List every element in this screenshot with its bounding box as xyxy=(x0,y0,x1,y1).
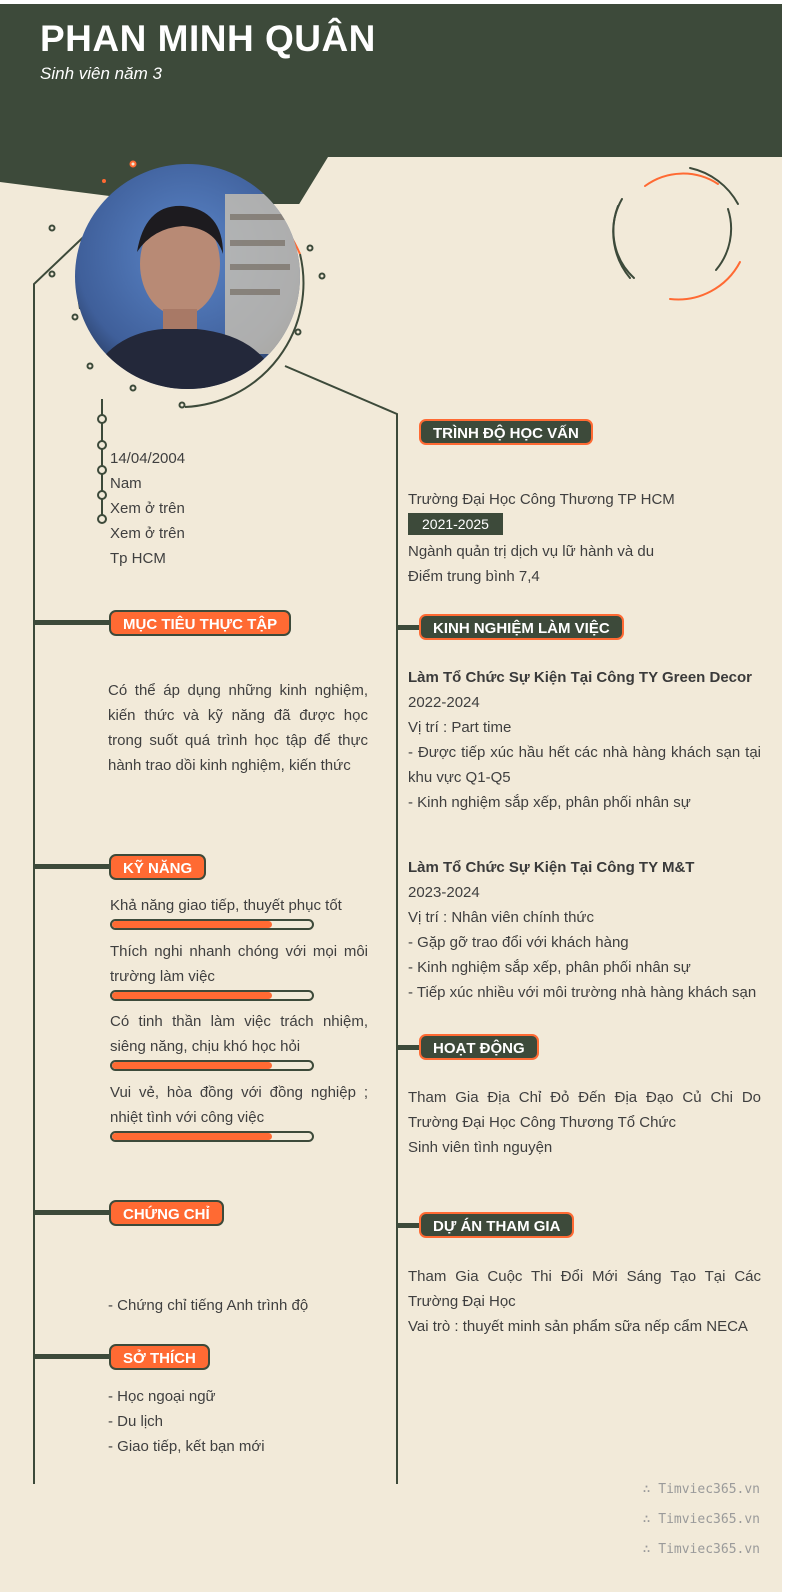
projects-block xyxy=(408,1264,761,1339)
hobby-item: - Giao tiếp, kết bạn mới xyxy=(108,1438,265,1455)
project-role: Vai trò : thuyết minh sản phẩm sữa nếp cẩm NECA xyxy=(408,1318,748,1335)
watermark: ∴ Timviec365.vn xyxy=(642,1512,760,1527)
hobbies-list xyxy=(108,1384,265,1459)
major: Ngành quản trị dịch vụ lữ hành và du xyxy=(408,543,655,560)
phone: Xem ở trên xyxy=(110,500,185,517)
section-title-education: TRÌNH ĐỘ HỌC VẤN xyxy=(419,419,593,445)
job-entry xyxy=(408,665,761,815)
skill-level-fill xyxy=(112,992,272,999)
skill-level-bar xyxy=(110,1060,314,1071)
watermark: ∴ Timviec365.vn xyxy=(642,1482,760,1497)
job-title: Làm Tổ Chức Sự Kiện Tại Công TY Green Decor xyxy=(408,669,753,686)
watermark: ∴ Timviec365.vn xyxy=(642,1542,760,1557)
birth-date: 14/04/2004 xyxy=(110,450,186,467)
job-period: 2023-2024 xyxy=(408,884,480,901)
job-detail: - Kinh nghiệm sắp xếp, phân phối nhân sự xyxy=(408,959,691,976)
section-title-activities: HOẠT ĐỘNG xyxy=(419,1034,539,1060)
candidate-subtitle: Sinh viên năm 3 xyxy=(40,64,162,83)
education-block xyxy=(408,487,675,589)
project-text: Tham Gia Cuộc Thi Đổi Mới Sáng Tạo Tại Các Trường Đại Học xyxy=(408,1268,761,1310)
watermark-text: Timviec365.vn xyxy=(658,1542,760,1557)
activities-block xyxy=(408,1085,761,1160)
skill-level-fill xyxy=(112,921,272,928)
job-position: Vị trí : Part time xyxy=(408,719,512,736)
certificate-item: - Chứng chỉ tiếng Anh trình độ xyxy=(108,1297,309,1314)
section-title-skills: KỸ NĂNG xyxy=(109,854,206,880)
candidate-name: PHAN MINH QUÂN xyxy=(40,18,376,59)
address: Tp HCM xyxy=(110,550,166,567)
education-years: 2021-2025 xyxy=(408,513,503,535)
hobby-item: - Du lịch xyxy=(108,1413,164,1430)
connector-hobbies xyxy=(34,1354,112,1359)
job-period: 2022-2024 xyxy=(408,694,480,711)
section-title-experience: KINH NGHIỆM LÀM VIỆC xyxy=(419,614,624,640)
skill-level-bar xyxy=(110,1131,314,1142)
job-detail: - Kinh nghiệm sắp xếp, phân phối nhân sự xyxy=(408,794,691,811)
objective-text: Có thể áp dụng những kinh nghiệm, kiến thức và kỹ năng đã được học trong suốt quá trình học tập để thực hành trao dồi kinh nghiệm, kiến thức xyxy=(108,682,368,774)
skill-level-fill xyxy=(112,1062,272,1069)
job-detail: - Gặp gỡ trao đổi với khách hàng xyxy=(408,934,629,951)
watermark-text: Timviec365.vn xyxy=(658,1512,760,1527)
section-title-projects: DỰ ÁN THAM GIA xyxy=(419,1212,574,1238)
job-detail: - Được tiếp xúc hầu hết các nhà hàng khách sạn tại khu vực Q1-Q5 xyxy=(408,744,761,786)
job-position: Vị trí : Nhân viên chính thức xyxy=(408,909,594,926)
watermark-text: Timviec365.vn xyxy=(658,1482,760,1497)
skill-label: Khả năng giao tiếp, thuyết phục tốt xyxy=(110,897,342,914)
gpa: Điểm trung bình 7,4 xyxy=(408,568,540,585)
section-title-hobbies: SỞ THÍCH xyxy=(109,1344,210,1370)
skill-label: Thích nghi nhanh chóng với mọi môi trường làm việc xyxy=(110,943,368,985)
connector-objective xyxy=(34,620,112,625)
school-name: Trường Đại Học Công Thương TP HCM xyxy=(408,491,675,508)
skill-level-bar xyxy=(110,919,314,930)
section-title-certificates: CHỨNG CHỈ xyxy=(109,1200,224,1226)
job-detail: - Tiếp xúc nhiều với môi trường nhà hàng khách sạn xyxy=(408,984,757,1001)
hobby-item: - Học ngoại ngữ xyxy=(108,1388,216,1405)
job-title: Làm Tổ Chức Sự Kiện Tại Công TY M&T xyxy=(408,859,695,876)
cv-page xyxy=(0,4,782,1592)
email: Xem ở trên xyxy=(110,525,185,542)
connector-skills xyxy=(34,864,112,869)
skill-level-fill xyxy=(112,1133,272,1140)
activity-text: Tham Gia Địa Chỉ Đỏ Đến Địa Đạo Củ Chi Do Trường Đại Học Công Thương Tổ Chức xyxy=(408,1089,761,1131)
activity-role: Sinh viên tình nguyện xyxy=(408,1139,553,1156)
gender: Nam xyxy=(110,475,142,492)
section-title-objective: MỤC TIÊU THỰC TẬP xyxy=(109,610,291,636)
connector-certificates xyxy=(34,1210,112,1215)
skill-label: Có tinh thần làm việc trách nhiệm, siêng năng, chịu khó học hỏi xyxy=(110,1013,368,1055)
profile-photo xyxy=(75,164,300,389)
skill-label: Vui vẻ, hòa đồng với đồng nghiệp ; nhiệt tình với công việc xyxy=(110,1084,368,1126)
skill-level-bar xyxy=(110,990,314,1001)
personal-info xyxy=(110,446,185,571)
job-entry xyxy=(408,855,761,1005)
